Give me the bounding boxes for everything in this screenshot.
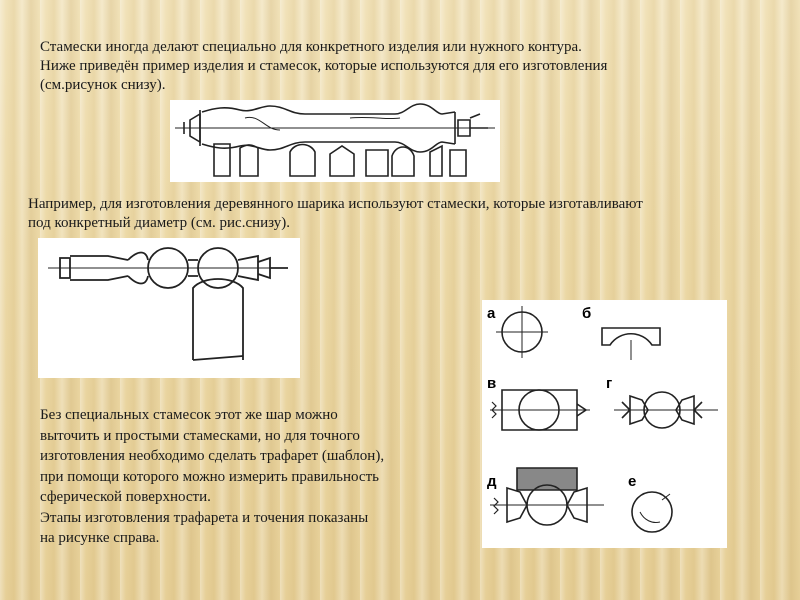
intro-line-2: Ниже приведён пример изделия и стамесок, которые используются для его изготовления — [40, 58, 608, 74]
stage-label-a: а — [487, 305, 496, 322]
stage-label-d: д — [487, 473, 497, 490]
intro-line-1: Стамески иногда делают специально для конкретного изделия или нужного контура. — [40, 39, 582, 55]
template-line-6: Этапы изготовления трафарета и точения показаны — [40, 509, 369, 526]
ball-chisel-figure — [38, 238, 300, 378]
template-line-1: Без специальных стамесок этот же шар можно — [40, 407, 338, 423]
template-line-7: на рисунке справа. — [40, 530, 160, 546]
stage-label-b: б — [582, 305, 592, 322]
stage-label-e: е — [628, 473, 637, 490]
template-line-5: сферической поверхности. — [40, 489, 211, 505]
stage-label-v: в — [487, 375, 497, 392]
stages-drawing — [482, 300, 727, 548]
template-line-4: при помощи которого можно измерить правильность — [40, 468, 379, 485]
template-line-2: выточить и простыми стамесками, но для точного — [40, 427, 360, 444]
baluster-figure — [170, 100, 500, 182]
ball-chisel-drawing — [38, 238, 300, 378]
template-paragraph — [40, 405, 470, 549]
ball-line-1: Например, для изготовления деревянного шарика используют стамески, которые изготавливают — [28, 196, 643, 212]
stage-label-g: г — [606, 375, 613, 392]
stages-figure — [482, 300, 727, 548]
ball-paragraph — [28, 195, 773, 233]
baluster-drawing — [170, 100, 500, 182]
intro-line-3: (см.рисунок снизу). — [40, 77, 166, 93]
ball-line-2: под конкретный диаметр (см. рис.снизу). — [28, 215, 291, 231]
intro-paragraph — [40, 38, 740, 95]
template-line-3: изготовления необходимо сделать трафарет (шаблон), — [40, 448, 385, 464]
